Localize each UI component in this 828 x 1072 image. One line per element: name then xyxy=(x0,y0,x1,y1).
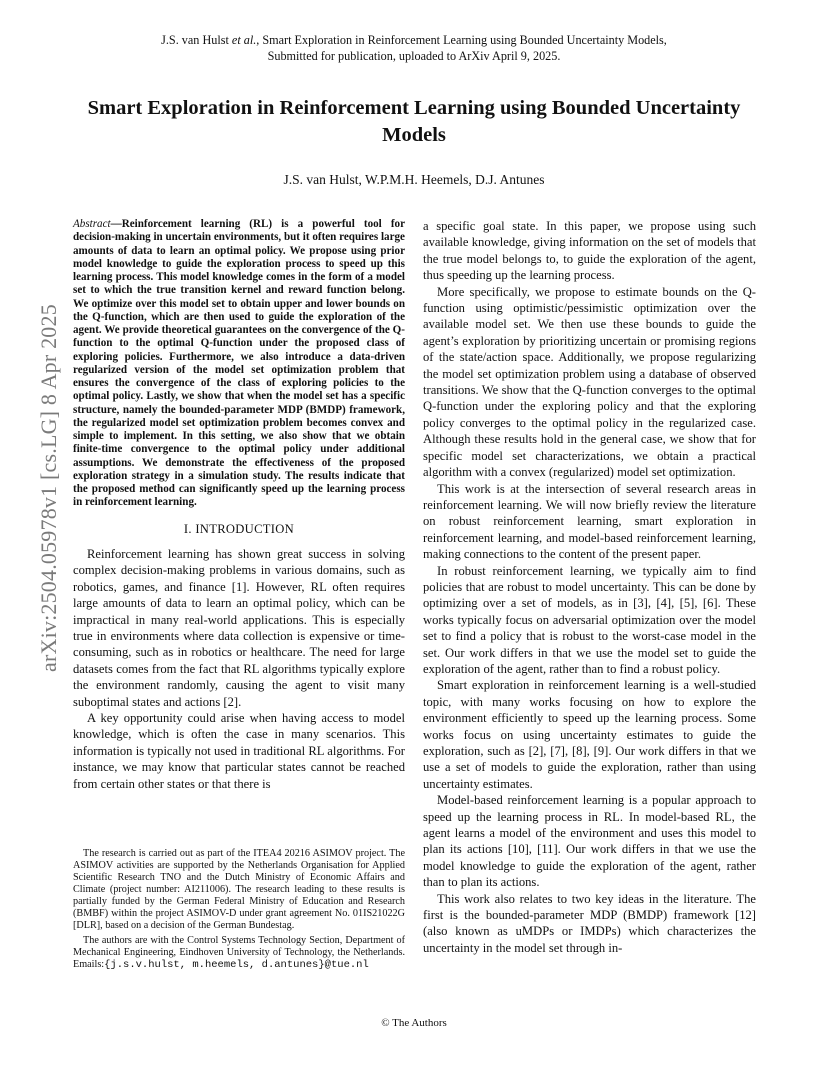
paragraph: Smart exploration in reinforcement learning is a well-studied topic, with many works focusing on how to explore the environment efficiently to speed up the learning process. Some works focus on using uncertainty estimates to guide the exploration, such as [2], [7], [8], [9]. Our work differs in that we use a set of models to guide the exploration, rather than using uncertainty estimates. xyxy=(423,678,756,791)
paragraph: More specifically, we propose to estimate bounds on the Q-function using optimistic/pessimistic optimization over the available model set. We then use these bounds to guide the agent’s exploration by prioritizing uncertain or promising regions of the state/action space. Additionally, we propose regularizing the model set optimization problem using a database of observed transitions. We show that the Q-function converges to the optimal Q-function under the exploring policy and that the exploring policy converges to the optimal policy in the regularized case. Although these results hold in the general case, we show that for specific model set characterizations, we obtain a practical algorithm with a convex (regularized) model set optimization. xyxy=(423,284,756,480)
abstract xyxy=(73,218,405,510)
paragraph: This work also relates to two key ideas in the literature. The first is the bounded-parameter MDP (BMDP) framework [12] (also known as uMDPs or IMDPs) which characterizes the uncertainty in the model set through in- xyxy=(423,891,756,955)
paragraph: Reinforcement learning has shown great success in solving complex decision-making problems in various domains, such as robotics, games, and finance [1]. However, RL often requires large amounts of data to learn an optimal policy, which can be impractical in many real-world applications. This is especially true in environments where data collection is expensive or time-consuming, such as in robotics or healthcare. The need for large datasets comes from the fact that RL algorithms typically explore the environment randomly, causing the agent to visit many suboptimal states and actions [2]. xyxy=(73,546,405,709)
abstract-label: Abstract xyxy=(73,218,111,230)
running-header xyxy=(0,32,828,64)
header-line-1: J.S. van Hulst et al., Smart Exploration in Reinforcement Learning using Bounded Uncertainty Models, xyxy=(161,33,667,47)
right-column xyxy=(423,218,756,956)
copyright-notice: © The Authors xyxy=(381,1017,447,1029)
author-list: J.S. van Hulst, W.P.M.H. Heemels, D.J. Antunes xyxy=(283,172,545,187)
paragraph: This work is at the intersection of several research areas in reinforcement learning. We will now briefly review the literature on robust reinforcement learning, smart exploration in reinforcement learning, and model-based reinforcement learning, making connections to the content of the present paper. xyxy=(423,481,756,562)
arxiv-stamp: arXiv:2504.05978v1 [cs.LG] 8 Apr 2025 xyxy=(36,304,61,672)
footnotes xyxy=(73,848,405,971)
paragraph: Model-based reinforcement learning is a popular approach to speed up the learning process in RL. In model-based RL, the agent learns a model of the environment and uses this model to plan its actions [10], [11]. Our work differs in that we use the model knowledge to guide the exploration of the agent, rather than to plan its actions. xyxy=(423,793,756,890)
paragraph: In robust reinforcement learning, we typically aim to find policies that are robust to model uncertainty. This can be done by optimizing over a set of models, as in [3], [4], [5], [6]. These works typically focus on adversarial optimization over the model set to find a policy that is robust to the worst-case model in the set. Our work differs in that we use the model set to guide the exploration of the agent, rather than to find a robust policy. xyxy=(423,563,756,676)
left-column xyxy=(73,218,405,792)
affiliation-footnote: The authors are with the Control Systems Technology Section, Department of Mechanical Engineering, Eindhoven University of Technology, the Netherlands. Emails:{j.s.v.hulst, m.heemels, d.antunes}@tue.nl xyxy=(73,935,405,972)
paragraph: a specific goal state. In this paper, we propose using such available knowledge, giving information on the set of models that the true model belongs to, to guide the exploration of the agent, thus speeding up the learning process. xyxy=(423,219,756,283)
paper-title: Smart Exploration in Reinforcement Learning using Bounded Uncertainty Models xyxy=(87,97,741,146)
section-heading-introduction: I. INTRODUCTION xyxy=(183,521,295,536)
email-addresses: {j.s.v.hulst, m.heemels, d.antunes}@tue.nl xyxy=(104,959,369,972)
abstract-text: —Reinforcement learning (RL) is a powerful tool for decision-making in uncertain environments, but it often requires large amounts of data to learn an optimal policy. We propose using prior model knowledge to guide the exploration process to speed up this learning process. This model knowledge comes in the form of a model set to which the true transition kernel and reward function belong. We optimize over this model set to obtain upper and lower bounds on the Q-function, which are then used to guide the exploration of the agent. We provide theoretical guarantees on the convergence of the Q-function to the optimal Q-function under the proposed class of exploring policies. Furthermore, we also introduce a data-driven regularized version of the model set optimization problem that ensures the convergence of the class of exploring policies to the optimal policy. Lastly, we show that when the model set has a specific structure, namely the bounded-parameter MDP (BMDP) framework, the regularized model set optimization problem becomes convex and simple to implement. In this setting, we also show that we obtain finite-time convergence to the optimal policy under additional assumptions. We demonstrate the effectiveness of the proposed exploration strategy in a simulation study. The results indicate that the proposed method can significantly speed up the learning process in reinforcement learning. xyxy=(73,218,405,509)
paragraph: A key opportunity could arise when having access to model knowledge, which is often the case in many scenarios. This information is typically not used in traditional RL algorithms. For instance, we may know that particular states cannot be reached from certain other states or that there is xyxy=(73,710,405,791)
funding-footnote: The research is carried out as part of the ITEA4 20216 ASIMOV project. The ASIMOV activities are supported by the Netherlands Organisation for Applied Scientific Research TNO and the Dutch Ministry of Economic Affairs and Climate (project number: AI211006). The research leading to these results is partially funded by the German Federal Ministry of Education and Research (BMBF) within the project ASIMOV-D under grant agreement No. 01IS21022G [DLR], based on a decision of the German Bundestag. xyxy=(73,848,405,932)
header-line-2: Submitted for publication, uploaded to ArXiv April 9, 2025. xyxy=(267,49,561,63)
